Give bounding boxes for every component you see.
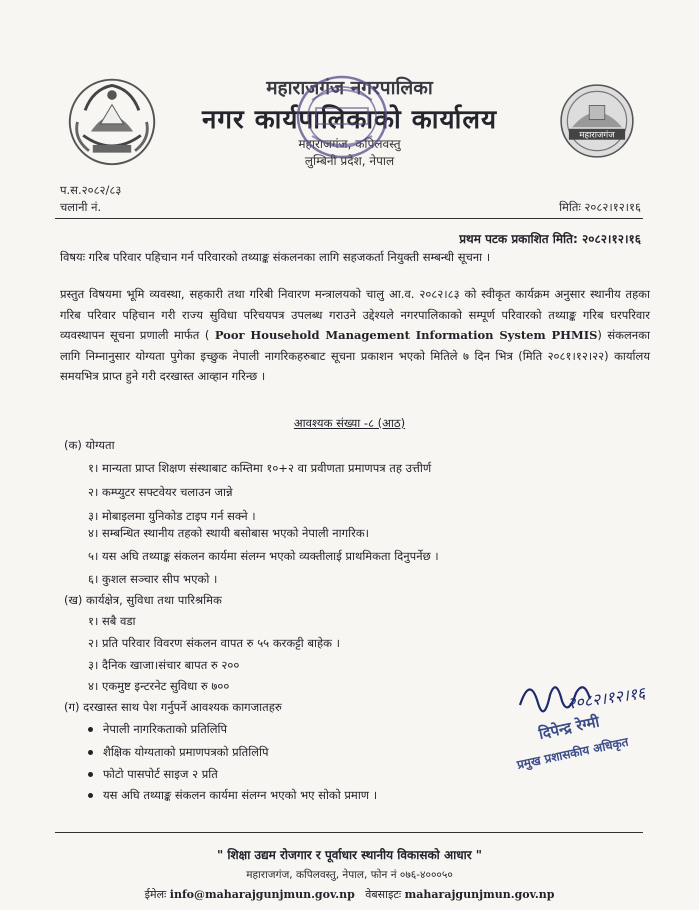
- header-divider: [55, 218, 643, 219]
- required-count: आवश्यक संख्या -८ (आठ): [293, 416, 406, 430]
- documents-heading: (ग) दरखास्त साथ पेश गर्नुपर्ने आवश्यक कागजातहरु: [64, 700, 282, 714]
- qualification-item: १। मान्यता प्राप्त शिक्षण संस्थाबाट कम्तिमा १०+२ वा प्रवीणता प्रमाणपत्र तह उत्तीर्ण: [88, 461, 432, 475]
- notice-body-before: प्रस्तुत विषयमा भूमि व्यवस्था, सहकारी तथा गरिबी निवारण मन्त्रालयको चालु आ.व. २०८२।८३ को स्वीकृत कार्यक्रम अनुसार स्थानीय तहका गरिब परिवार पहिचान गरी राज्य सुविधा परिचयपत्र उपलब्ध गराउने उद्देश्यले नगरपालिकाको सम्पूर्ण परिवारको तथ्याङ्क गरिब घरपरिवार व्यवस्थापन सूचना प्रणाली मार्फत (: [60, 287, 650, 342]
- system-name: Poor Household Management Information System PHMIS: [214, 328, 598, 342]
- reference-number: प.स.२०८२/८३: [60, 183, 122, 197]
- workarea-item: १। सबै वडा: [88, 614, 136, 628]
- footer-contact: [0, 887, 699, 902]
- dispatch-number: चलानी नं.: [60, 200, 102, 214]
- office-title: नगर कार्यपालिकाको कार्यालय: [201, 105, 498, 135]
- qualification-item: ३। मोबाइलमा युनिकोड टाइप गर्न सक्ने ।: [88, 509, 256, 523]
- office-name: महाराजगंज नगरपालिका: [266, 77, 433, 99]
- letter-date: मितिः २०८२।१२।१६: [559, 200, 641, 214]
- notice-subject: विषयः गरिब परिवार पहिचान गर्न परिवारको तथ्याङ्क संकलनका लागि सहजकर्ता नियुक्ती सम्बन्धी सूचना ।: [60, 250, 491, 264]
- office-address-line2: लुम्बिनी प्रदेश, नेपाल: [304, 154, 395, 168]
- first-publication-date: प्रथम पटक प्रकाशित मिति: २०८२।१२।१६: [459, 232, 641, 246]
- signatory-name: दिपेन्द्र रेग्मी: [537, 712, 601, 743]
- bullet-icon: [88, 793, 93, 798]
- document-item: यस अघि तथ्याङ्क संकलन कार्यमा संलग्न भएको भए सोको प्रमाण ।: [88, 788, 377, 803]
- office-address-line1: महाराजगंज, कपिलवस्तु: [298, 137, 401, 151]
- bullet-icon: [88, 750, 93, 755]
- handwritten-date: २०८२।१२।१६: [565, 683, 647, 713]
- website-link[interactable]: maharajgunjmun.gov.np: [404, 888, 555, 901]
- footer-divider: [55, 832, 643, 833]
- document-item: शैक्षिक योग्यताको प्रमाणपत्रको प्रतिलिपि: [88, 745, 269, 760]
- qualification-item: ४। सम्बन्धित स्थानीय तहको स्थायी बसोबास भएको नेपाली नागरिक।: [88, 526, 370, 540]
- qualification-item: ६। कुशल सञ्चार सीप भएको ।: [88, 572, 218, 586]
- signature-stamp: [510, 665, 660, 775]
- workarea-item: ४। एकमुष्ट इन्टरनेट सुविधा रु ७००: [88, 679, 230, 693]
- qualification-item: ५। यस अघि तथ्याङ्क संकलन कार्यमा संलग्न भएको व्यक्तीलाई प्राथमिकता दिनुपर्नेछ ।: [88, 549, 439, 563]
- workarea-item: ३। दैनिक खाजा।संचार बापत रु २००: [88, 658, 240, 672]
- qualification-item: २। कम्प्युटर सफ्टवेयर चलाउन जान्ने: [88, 485, 233, 499]
- workarea-item: २। प्रति परिवार विवरण संकलन वापत रु ५५ करकट्टी बाहेक ।: [88, 636, 340, 650]
- email-label: ईमेलः: [144, 888, 167, 901]
- bullet-icon: [88, 772, 93, 777]
- workarea-heading: (ख) कार्यक्षेत्र, सुविधा तथा पारिश्रमिक: [64, 593, 222, 607]
- signatory-designation: प्रमुख प्रशासकीय अधिकृत: [515, 734, 630, 772]
- bullet-icon: [88, 727, 93, 732]
- document-item: फोटो पासपोर्ट साइज २ प्रति: [88, 767, 218, 782]
- notice-body: [60, 284, 650, 387]
- footer-address: महाराजगंज, कपिलवस्तु, नेपाल, फोन नं ०७६-४०००५०: [246, 869, 453, 881]
- qualifications-heading: (क) योग्यता: [64, 438, 115, 452]
- official-stamp-icon: [282, 70, 402, 165]
- email-link[interactable]: info@maharajgunjmun.gov.np: [169, 888, 355, 901]
- footer-motto: " शिक्षा उद्यम रोजगार र पूर्वाधार स्थानीय विकासको आधार ": [216, 848, 483, 862]
- website-label: वेबसाइटः: [365, 888, 402, 901]
- notice-body-after: ) संकलनका लागि निम्नानुसार योग्यता पुगेका इच्छुक नेपाली नागरिकहरुबाट सूचना प्रकाशन भएको मितिले ७ दिन भित्र (मिति २०८१।१२।२२) कार्यालय समयभित्र प्राप्त हुने गरी दरखास्त आव्हान गरिन्छ ।: [60, 328, 650, 383]
- document-item: नेपाली नागरिकताको प्रतिलिपि: [88, 722, 227, 737]
- municipality-logo-text: महाराजगंज: [579, 130, 615, 141]
